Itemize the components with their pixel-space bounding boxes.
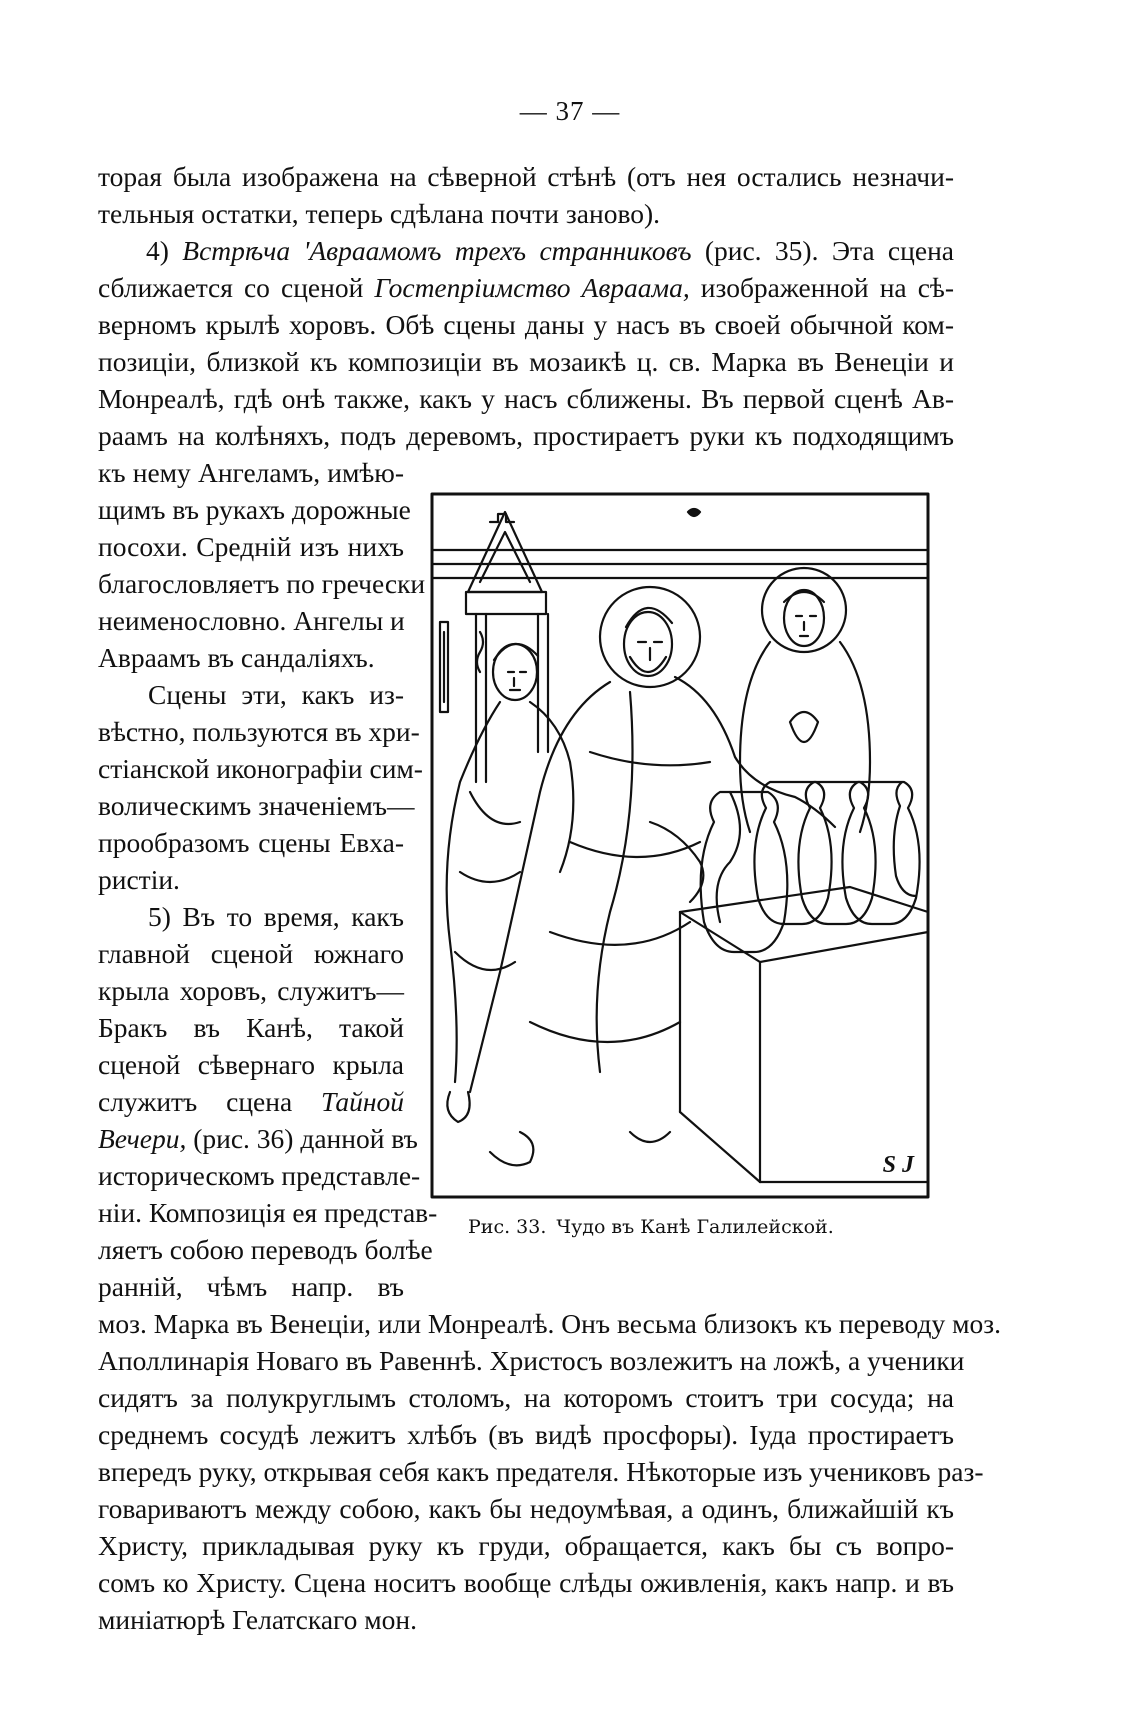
column-line: неименословно. Ангелы и [98, 605, 405, 636]
figure-illustration [430, 492, 930, 1199]
text-line: среднемъ сосудѣ лежитъ хлѣбъ (въ видѣ просфоры). Іуда простираетъ [98, 1419, 954, 1450]
column-line: къ нему Ангеламъ, имѣю- [98, 457, 404, 488]
column-line: посохи. Средній изъ нихъ [98, 531, 404, 562]
column-line: 5) Въ то время, какъ [148, 901, 404, 932]
column-line: ляетъ собою переводъ болѣе [98, 1234, 433, 1265]
column-line: сценой сѣвернаго крыла [98, 1049, 404, 1080]
item-number: 4) [146, 235, 183, 266]
column-line: Бракъ въ Канѣ, такой [98, 1012, 404, 1043]
column-line: вѣстно, пользуются въ хри- [98, 716, 420, 747]
text-line: позиціи, близкой къ композиціи въ мозаикѣ ц. св. Марка въ Венеціи и [98, 346, 954, 377]
text-run: служитъ сцена [98, 1086, 293, 1117]
text-line: сидятъ за полукруглымъ столомъ, на которомъ стоитъ три сосуда; на [98, 1382, 954, 1413]
column-line: главной сценой южнаго [98, 938, 404, 969]
cana-miracle-drawing [430, 492, 930, 1199]
text-line: раамъ на колѣняхъ, подъ деревомъ, простираетъ руки къ подходящимъ [98, 420, 954, 451]
column-line: ніи. Композиція ея представ- [98, 1197, 438, 1228]
caption-text: Чудо въ Канѣ Галилейской. [556, 1216, 834, 1238]
text-run: изображенной на сѣ- [689, 272, 954, 303]
text-line: верномъ крылѣ хоровъ. Обѣ сцены даны у насъ въ своей обычной ком- [98, 309, 954, 340]
column-line: прообразомъ сцены Евха- [98, 827, 404, 858]
scene-title: Вечери, [98, 1123, 187, 1154]
column-line: щимъ въ рукахъ дорожные [98, 494, 411, 525]
column-line: историческомъ представле- [98, 1160, 421, 1191]
column-line: ранній, чѣмъ напр. въ [98, 1271, 404, 1302]
column-line: ристіи. [98, 864, 180, 895]
artist-signature: S J [882, 1152, 914, 1178]
text-line: говариваютъ между собою, какъ бы недоумѣвая, а одинъ, ближайшій къ [98, 1493, 954, 1524]
text-run: сближается со сценой [98, 272, 375, 303]
column-line: крыла хоровъ, служитъ— [98, 975, 404, 1006]
column-line [98, 1120, 418, 1157]
text-line [98, 232, 954, 269]
text-line: впередъ руку, открывая себя какъ предателя. Нѣкоторые изъ учениковъ раз- [98, 1456, 984, 1487]
text-line: тельныя остатки, теперь сдѣлана почти заново). [98, 198, 661, 229]
column-line [98, 1083, 404, 1120]
text-run: (рис. 36) данной въ [186, 1123, 418, 1154]
page-number: — 37 — [519, 96, 621, 126]
figure-caption [468, 1216, 908, 1238]
scene-title: Встрѣча 'Авраамомъ трехъ странниковъ [182, 235, 692, 266]
column-line: стіанской иконографіи сим- [98, 753, 423, 784]
text-run: (рис. 35). Эта сцена [691, 235, 954, 266]
column-line: Сцены эти, какъ из- [148, 679, 404, 710]
text-line: Монреалѣ, гдѣ онѣ также, какъ у насъ сближены. Въ первой сценѣ Ав- [98, 383, 954, 414]
column-line: волическимъ значеніемъ— [98, 790, 415, 821]
text-line: миніатюрѣ Гелатскаго мон. [98, 1604, 417, 1635]
text-line: моз. Марка въ Венеціи, или Монреалѣ. Онъ весьма близокъ къ переводу моз. [98, 1308, 1001, 1339]
text-line: торая была изображена на сѣверной стѣнѣ (отъ нея остались незначи- [98, 161, 954, 192]
scene-title: Тайной [321, 1086, 404, 1117]
text-line [98, 269, 954, 306]
text-line: Христу, прикладывая руку къ груди, обращается, какъ бы съ вопро- [98, 1530, 954, 1561]
text-line: Аполлинарія Новаго въ Равеннѣ. Христосъ возлежитъ на ложѣ, а ученики [98, 1345, 965, 1376]
column-line: Авраамъ въ сандаліяхъ. [98, 642, 375, 673]
column-line: благословляетъ по гречески [98, 568, 426, 599]
scene-title: Гостепріимство Авраама, [374, 272, 690, 303]
text-line: сомъ ко Христу. Сцена носитъ вообще слѣды оживленія, какъ напр. и въ [98, 1567, 954, 1598]
caption-number: Рис. 33. [468, 1216, 547, 1238]
